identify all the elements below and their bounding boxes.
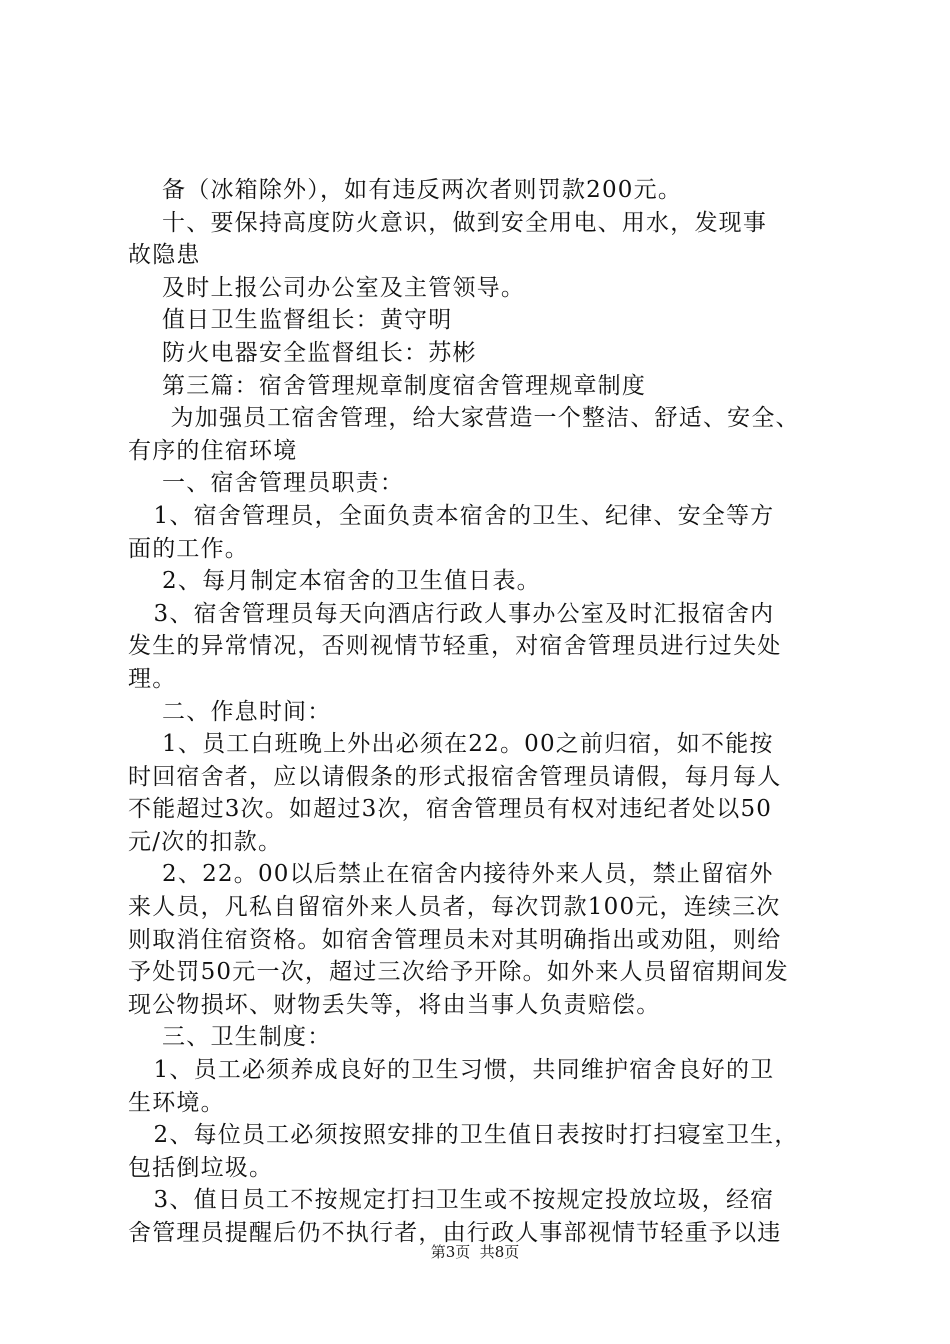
text-line: 生环境。 (128, 1089, 225, 1116)
text-line: 发生的异常情况，否则视情节轻重，对宿舍管理员进行过失处 (128, 633, 782, 660)
text-line: 防火电器安全监督组长：苏彬 (128, 339, 477, 366)
subsection-heading: 三、卫生制度： (128, 1024, 332, 1051)
text-line: 则取消住宿资格。如宿舍管理员未对其明确指出或劝阻，则给 (128, 926, 782, 953)
text-line: 值日卫生监督组长：黄守明 (128, 307, 453, 334)
text-line: 2、每位员工必须按照安排的卫生值日表按时打扫寝室卫生， (128, 1122, 799, 1149)
text-line: 舍管理员提醒后仍不执行者，由行政人事部视情节轻重予以违 (128, 1220, 782, 1246)
text-line: 十、要保持高度防火意识，做到安全用电、用水，发现事 (128, 209, 768, 236)
text-line: 3、宿舍管理员每天向酒店行政人事办公室及时汇报宿舍内 (128, 600, 775, 627)
text-line: 包括倒垃圾。 (128, 1154, 274, 1181)
text-line: 2、22。00以后禁止在宿舍内接待外来人员，禁止留宿外 (128, 861, 774, 888)
text-line: 现公物损坏、财物丢失等，将由当事人负责赔偿。 (128, 991, 661, 1018)
text-line: 为加强员工宿舍管理，给大家营造一个整洁、舒适、安全、 (128, 405, 800, 432)
document-body (128, 174, 840, 1250)
text-line: 元/次的扣款。 (128, 828, 283, 855)
text-line: 1、员工必须养成良好的卫生习惯，共同维护宿舍良好的卫 (128, 1057, 775, 1084)
text-line: 及时上报公司办公室及主管领导。 (128, 274, 526, 301)
text-line: 1、员工白班晚上外出必须在22。00之前归宿，如不能按 (128, 731, 774, 758)
page-number-footer: 第3页 共8页 (430, 1243, 520, 1261)
text-line: 备（冰箱除外），如有违反两次者则罚款200元。 (128, 177, 683, 203)
subsection-heading: 一、宿舍管理员职责： (128, 470, 405, 497)
text-line: 理。 (128, 665, 177, 692)
text-line: 2、每月制定本宿舍的卫生值日表。 (128, 568, 541, 595)
text-line: 不能超过3次。如超过3次，宿舍管理员有权对违纪者处以50 (128, 796, 773, 823)
text-line: 有序的住宿环境 (128, 437, 298, 464)
text-line: 故隐患 (128, 242, 201, 269)
text-line: 来人员，凡私自留宿外来人员者，每次罚款100元，连续三次 (128, 894, 781, 921)
subsection-heading: 二、作息时间： (128, 698, 332, 725)
text-line: 予处罚50元一次，超过三次给予开除。如外来人员留宿期间发 (128, 959, 789, 986)
text-line: 3、值日员工不按规定打扫卫生或不按规定投放垃圾，经宿 (128, 1187, 775, 1214)
text-line: 1、宿舍管理员，全面负责本宿舍的卫生、纪律、安全等方 (128, 502, 775, 529)
section-heading: 第三篇：宿舍管理规章制度宿舍管理规章制度 (128, 372, 647, 399)
text-line: 时回宿舍者，应以请假条的形式报宿舍管理员请假，每月每人 (128, 763, 782, 790)
text-line: 面的工作。 (128, 535, 249, 562)
